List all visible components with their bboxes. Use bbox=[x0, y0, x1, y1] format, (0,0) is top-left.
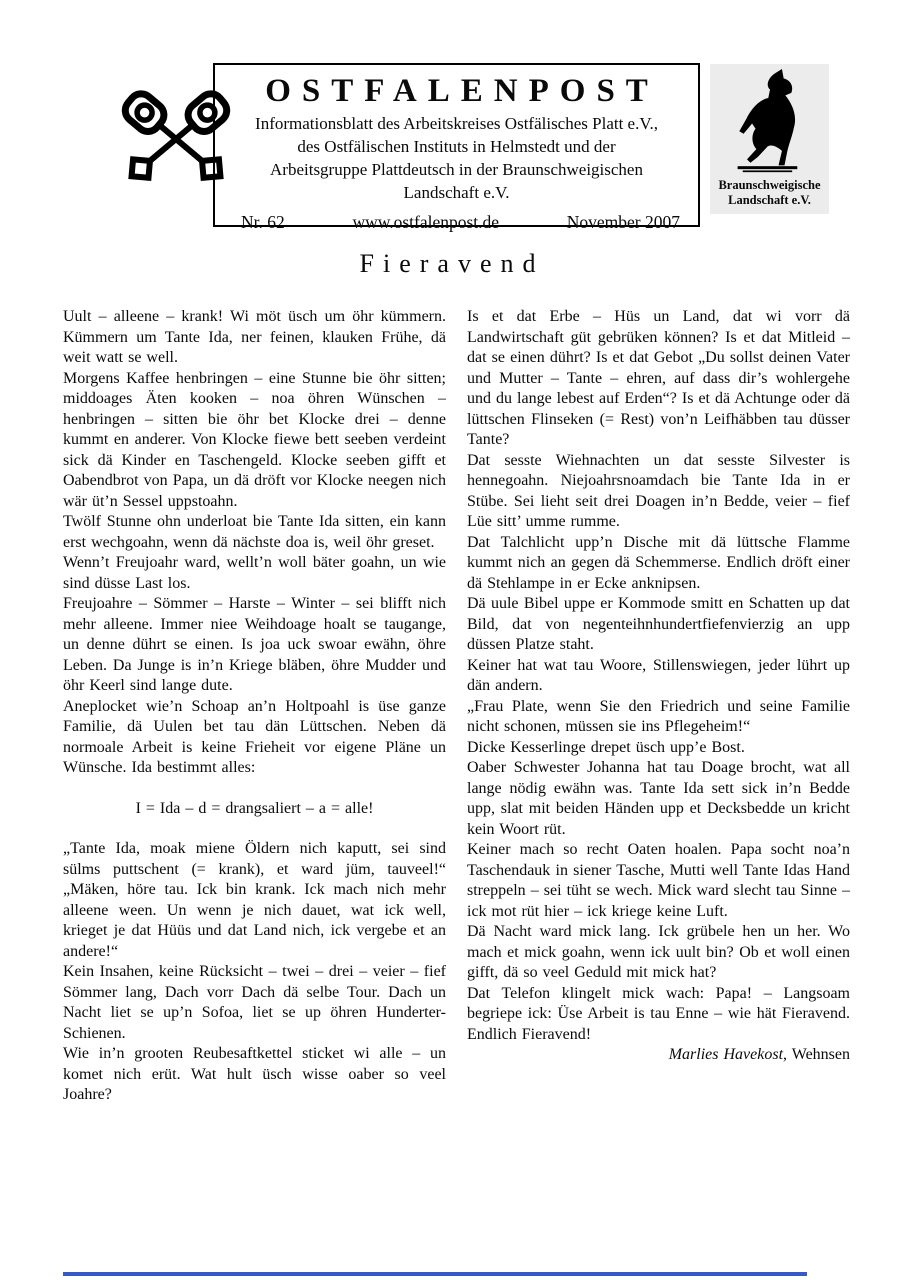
subtitle-line: Landschaft e.V. bbox=[403, 183, 510, 202]
issue-number: Nr. 62 bbox=[241, 212, 285, 232]
formula-line: I = Ida – d = drangsaliert – a = alle! bbox=[135, 799, 374, 817]
masthead-subtitle bbox=[215, 112, 698, 204]
article-body bbox=[63, 307, 850, 1106]
right-column bbox=[467, 307, 850, 1106]
paragraph: Keiner hat wat tau Woore, Stillenswiegen, jeder lührt up dän andern. bbox=[467, 656, 850, 694]
paragraph: Dat Telefon klingelt mick wach: Papa! – Langsoam begriepe ick: Üse Arbeit is tau Enne – wie hät Fieravend. Endlich Fieravend! bbox=[467, 984, 850, 1043]
paragraph: Morgens Kaffee henbringen – eine Stunne bie öhr sitten; middoages Äten kooken – noa öhren Wünschen – henbringen – sitten bie öhr bet Klocke drei – denne kummt en anderer. Von Klocke fiewe bett seeben verdeint sick dä Kinder en Taschengeld. Klocke seeben gifft et Oabendbrot von Papa, un dä dröft vor Klocke neegen nich wär üt’n Sessel uppstoahn. bbox=[63, 369, 446, 510]
paragraph: Twölf Stunne ohn underloat bie Tante Ida sitten, ein kann erst wechgoahn, wenn dä nächste doa is, weil öhr greset. bbox=[63, 513, 446, 551]
paragraph: Uult – alleene – krank! Wi möt üsch um öhr kümmern. Kümmern um Tante Ida, ner feinen, klauken Frühe, dä weit watt se well. bbox=[63, 308, 446, 366]
masthead bbox=[213, 63, 700, 232]
paragraph: Kein Insahen, keine Rücksicht – twei – drei – veier – fief Sömmer lang, Dach vorr Dach dä selbe Tour. Dach un Nacht liet se up’n Sofoa, liet se up öhren Hunderter-Schienen. bbox=[63, 963, 446, 1042]
paragraph: Dä Nacht ward mick lang. Ick grübele hen un her. Wo mach et mick goahn, wenn ick uult bin? Ob et woll einen gifft, dä so veel Geduld mit mick hat? bbox=[467, 923, 850, 981]
author-line: Marlies Havekost, Wehnsen bbox=[668, 1046, 850, 1063]
paragraph: Keiner mach so recht Oaten hoalen. Papa socht noa’n Taschendauk in siener Tasche, Mutti well Tante Idas Hand streppeln – sei tüht se wech. Mick ward slecht tau Sinne – ick mot rüt hier – ick kriege keine Luft. bbox=[467, 841, 850, 920]
logo-caption-line: Braunschweigische bbox=[718, 178, 821, 192]
article-title: Fieravend bbox=[359, 249, 545, 278]
subtitle-line: Informationsblatt des Arbeitskreises Ostfälisches Platt e.V., bbox=[255, 114, 658, 133]
footer-rule bbox=[63, 1272, 807, 1276]
paragraph: „Tante Ida, moak miene Öldern nich kaputt, sei sind sülms puttschent (= krank), et ward jüm, tauveel!“ „Mäken, höre tau. Ick bin krank. Ick mach nich mehr alleene ween. Un wenn je nich dauet, wat ick well, krieget je dat Hüüs und dat Land nich, ick vergebe et an andere!“ bbox=[63, 840, 446, 960]
paragraph: Aneplocket wie’n Schoap an’n Holtpoahl is üse ganze Familie, dä Uulen bet tau dän Lüttschen. Neben dä normoale Arbeit is keine Frieheit vor eigene Pläne un Wünsche. Ida bestimmt alles: bbox=[63, 697, 446, 776]
issue-date: November 2007 bbox=[566, 212, 680, 232]
website-url: www.ostfalenpost.de bbox=[352, 212, 500, 232]
paragraph: Wie in’n grooten Reubesaftkettel sticket wi alle – un komet nich erüt. Wat hult üsch wisse oaber so veel Joahre? bbox=[63, 1045, 446, 1103]
paragraph: Oaber Schwester Johanna hat tau Doage brocht, wat all lange nödig ewähn was. Tante Ida sett sick in’n Bedde upp, slat mit beiden Händen upp et Decksbedde un kricht kein Woort rüt. bbox=[467, 759, 850, 838]
newsletter-title: OSTFALENPOST bbox=[265, 73, 659, 109]
horse-icon bbox=[727, 69, 813, 173]
logo-caption-line: Landschaft e.V. bbox=[728, 193, 811, 207]
subtitle-line: des Ostfälischen Instituts in Helmstedt und der bbox=[297, 137, 616, 156]
braunschweigische-landschaft-logo bbox=[710, 64, 829, 214]
paragraph: Freujoahre – Sömmer – Harste – Winter – sei blifft nich mehr alleene. Immer niee Weihdoage hoalt se taugange, un denne dührt se einen. Is joa uck swoar ewähn, öhre Leben. Da Junge is in’n Kriege bläben, öhre Mudder und öhr Keerl sind lange dute. bbox=[63, 595, 446, 694]
paragraph: Is et dat Erbe – Hüs un Land, dat wi vorr dä Landwirtschaft güt gebrüken können? Is et dat Mitleid – dat se einen dührt? Is et dat Gebot „Du sollst deinen Vater und Mutter – Tante – ehren, auf dass dir’s wohlergehe und du lange lebest auf Erden“? Is et dä Achtunge oder dä lüttschen Flinseken (= Rest) von’n Leifhäbben tau düsser Tante? bbox=[467, 308, 850, 448]
paragraph: „Frau Plate, wenn Sie den Friedrich und seine Familie nicht schonen, müssen sie ins Pflegeheim!“ bbox=[467, 697, 850, 735]
paragraph: Dicke Kesserlinge drepet üsch upp’e Bost. bbox=[467, 738, 745, 756]
logo-caption bbox=[710, 178, 829, 208]
paragraph: Dat Talchlicht upp’n Dische mit dä lüttsche Flamme kummt nich an gegen dä Schemmerse. Endlich dröft einer dä Stehlampe in er Ecke anknipsen. bbox=[467, 533, 850, 592]
author-name: Marlies Havekost bbox=[668, 1046, 784, 1063]
masthead-info-row bbox=[215, 212, 698, 233]
subtitle-line: Arbeitsgruppe Plattdeutsch in der Braunschweigischen bbox=[270, 160, 643, 179]
paragraph: Wenn’t Freujoahr ward, wellt’n woll bäter goahn, un wie sind düsse Last los. bbox=[63, 554, 446, 592]
left-column bbox=[63, 307, 446, 1106]
paragraph: Dat sesste Wiehnachten un dat sesste Silvester is hennegoahn. Niejoahrsnoamdach bie Tante Ida in er Stübe. Sei lieht seit drei Doagen in’n Bedde, veier – fief Lüe sitt’ umme rumme. bbox=[467, 451, 850, 530]
paragraph: Dä uule Bibel uppe er Kommode smitt en Schatten up dat Bild, dat von negenteihnhundertfiefenvierzig an upp düssen Platze staht. bbox=[467, 595, 850, 653]
